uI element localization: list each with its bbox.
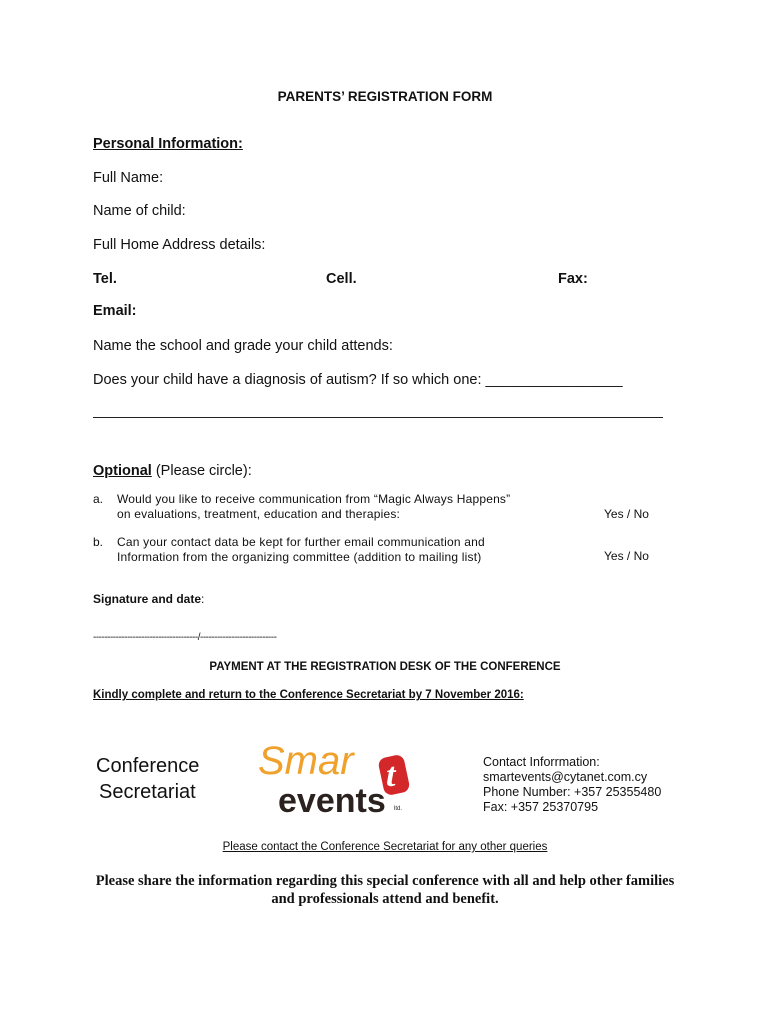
option-b-line1: Can your contact data be kept for further email communication and xyxy=(117,535,485,549)
fax-label: Fax: xyxy=(558,271,588,287)
optional-heading xyxy=(93,463,252,479)
logo-top-word: Smar xyxy=(258,739,354,783)
option-b-text xyxy=(117,535,485,564)
secretariat-line1: Conference xyxy=(96,755,200,777)
option-a-letter: a. xyxy=(93,492,104,506)
contact-fax: Fax: +357 25370795 xyxy=(483,800,599,814)
contact-information xyxy=(483,755,661,815)
option-a-line2: on evaluations, treatment, education and therapies: xyxy=(117,506,401,521)
option-a-answer: Yes / No xyxy=(604,507,649,521)
child-name-label: Name of child: xyxy=(93,203,186,219)
tel-label: Tel. xyxy=(93,271,117,287)
option-a-text xyxy=(117,492,510,521)
diagnosis-label: Does your child have a diagnosis of autism? If so which one: _________________ xyxy=(93,372,623,388)
logo-small-mark: ltd. xyxy=(394,806,403,812)
payment-notice: PAYMENT AT THE REGISTRATION DESK OF THE CONFERENCE xyxy=(209,661,561,673)
optional-note: (Please circle): xyxy=(151,463,252,479)
personal-info-heading: Personal Information: xyxy=(93,136,243,152)
option-b-answer: Yes / No xyxy=(604,549,649,563)
logo-bottom-word: events xyxy=(278,782,386,816)
cell-label: Cell. xyxy=(326,271,357,287)
option-b-line2: Information from the organizing committee (addition to mailing list) xyxy=(117,549,482,564)
contact-heading: Contact Inforrmation: xyxy=(483,755,600,769)
logo-accent-letter: t xyxy=(386,757,396,794)
diagnosis-answer-line xyxy=(93,417,663,418)
signature-colon: : xyxy=(201,592,205,606)
signature-label-text: Signature and date xyxy=(93,592,202,606)
conference-secretariat-label xyxy=(96,753,199,805)
email-label: Email: xyxy=(93,303,137,319)
option-b-letter: b. xyxy=(93,535,104,549)
queries-note: Please contact the Conference Secretariat for any other queries xyxy=(222,841,548,853)
return-instructions: Kindly complete and return to the Conference Secretariat by 7 November 2016: xyxy=(93,689,524,701)
share-text: Please share the information regarding this special conference with all and help other families and professionals attend and benefit. xyxy=(95,873,675,907)
secretariat-line2: Secretariat xyxy=(99,781,196,803)
share-message xyxy=(0,872,770,908)
smart-events-logo xyxy=(256,736,436,816)
full-name-label: Full Name: xyxy=(93,170,164,186)
address-label: Full Home Address details: xyxy=(93,237,266,253)
signature-label xyxy=(93,592,204,606)
form-title: PARENTS’ REGISTRATION FORM xyxy=(277,89,493,104)
school-label: Name the school and grade your child attends: xyxy=(93,338,393,354)
contact-email: smartevents@cytanet.com.cy xyxy=(483,770,648,784)
option-a-line1: Would you like to receive communication from “Magic Always Happens” xyxy=(117,492,511,506)
contact-phone: Phone Number: +357 25355480 xyxy=(483,785,662,799)
optional-title: Optional xyxy=(93,463,152,479)
signature-line: -------------------------------------/--------------------------- xyxy=(93,632,277,643)
